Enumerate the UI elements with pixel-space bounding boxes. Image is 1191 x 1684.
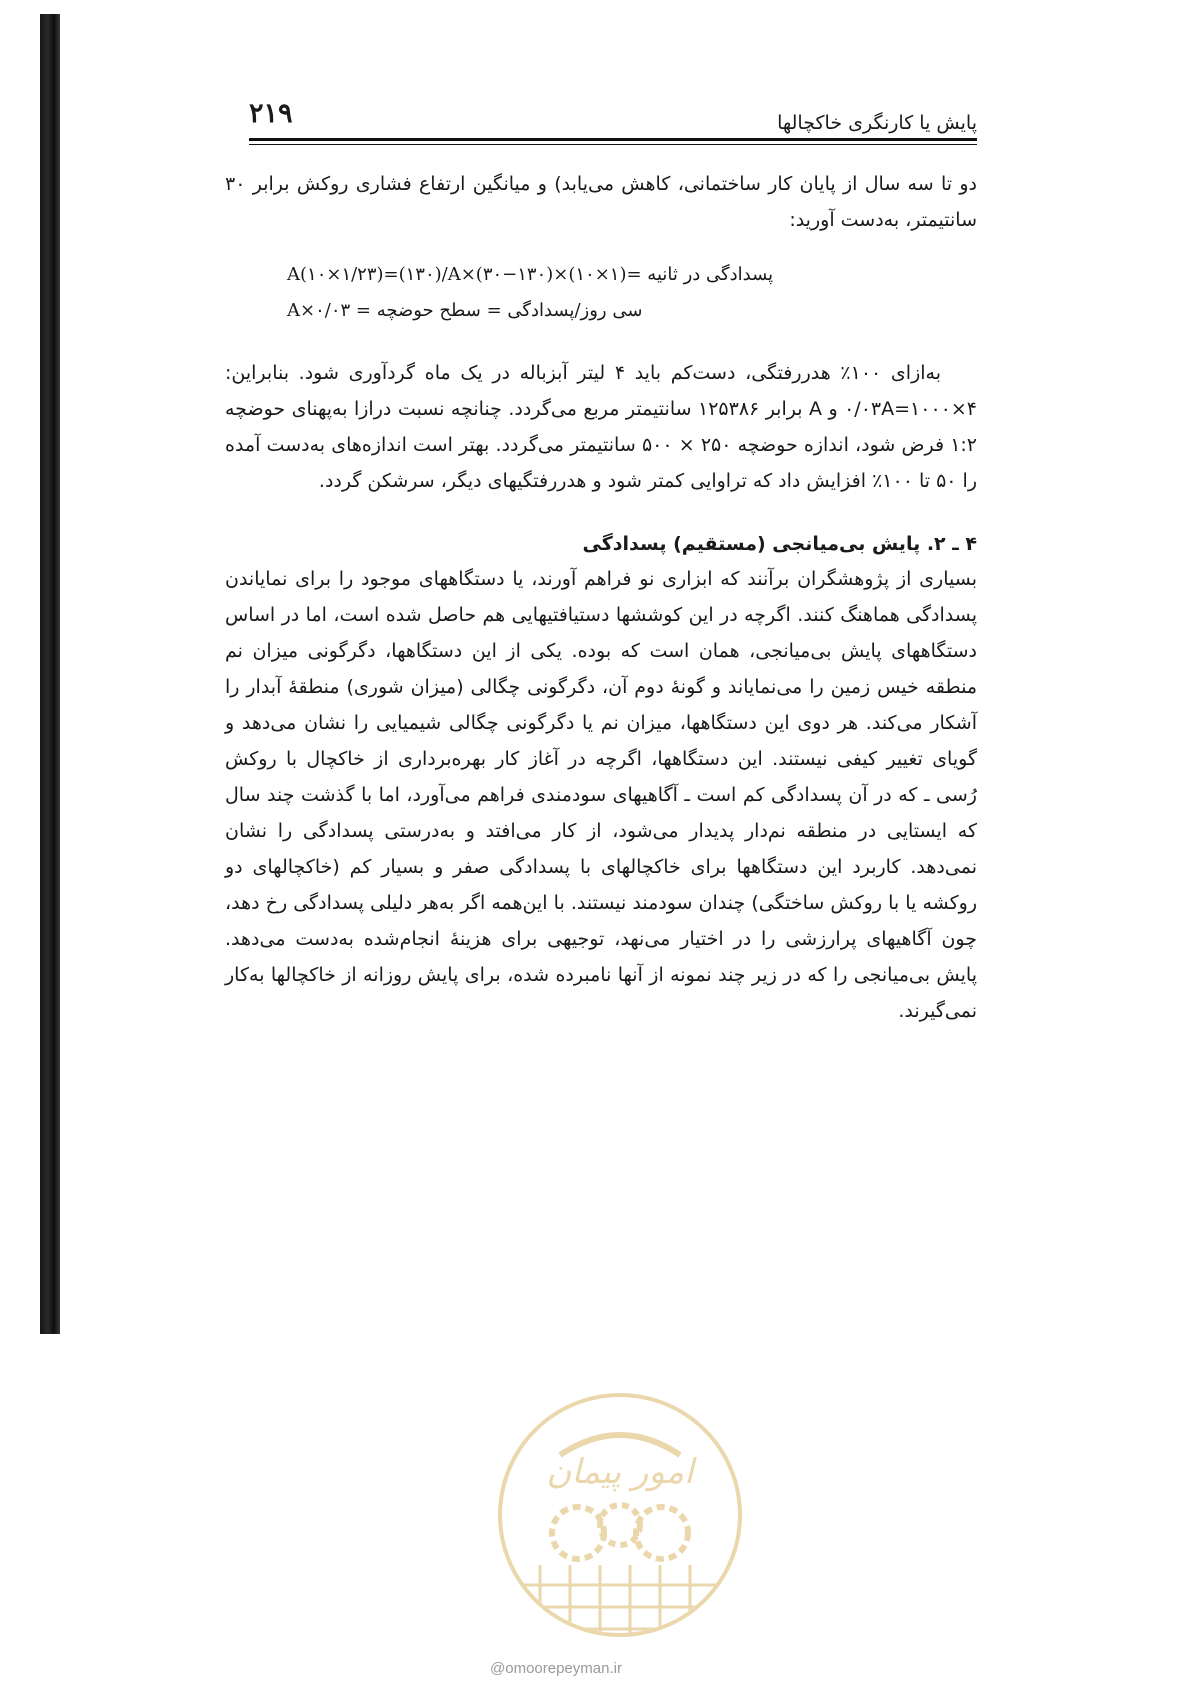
watermark-stamp: [490, 1385, 750, 1655]
header-rule-thin: [249, 144, 977, 145]
formula-block: [225, 257, 977, 329]
watermark-logo-text: امور پیمان: [546, 1452, 694, 1492]
watermark-url: @omoorepeyman.ir: [490, 1660, 622, 1677]
paragraph-intro: دو تا سه سال از پایان کار ساختمانی، کاهش می‌یابد) و میانگین ارتفاع فشاری روکش برابر ۳۰ سانتیمتر، به‌دست آورید:: [225, 173, 977, 231]
formula-line-2: A×۰/۰۳ = سی روز/پسدادگی = سطح حوضچه: [287, 300, 643, 321]
paragraph-calculation: به‌ازای ۱۰۰٪ هدررفتگی، دست‌کم باید ۴ لیتر آبزباله در یک ماه گردآوری شود. بنابراین: ۴×۱۰۰۰=۰/۰۳A و A برابر ۱۲۵۳۸۶ سانتیمتر مربع می‌گردد. چنانچه نسبت درازا به‌پهنای حوضچه ۱:۲ فرض شود، اندازه حوضچه ۲۵۰ × ۵۰۰ سانتیمتر می‌گردد. بهتر است اندازه‌های به‌دست آمده را ۵۰ تا ۱۰۰٪ افزایش داد که تراوایی کمتر شود و هدررفتگیهای دیگر، سرشکن گردد.: [225, 362, 978, 492]
formula-line-1: A(۱۰×۱/۲۳)=(۱۳۰)/A×(۳۰−۱۳۰)×(۱۰×۱)= پسدادگی در ثانیه: [287, 264, 774, 285]
paragraph-direct-monitoring: بسیاری از پژوهشگران برآنند که ابزاری نو فراهم آورند، یا دستگاههای موجود را برای نمایاندن پسدادگی هماهنگ کنند. اگرچه در این کوششها دستیافتیهایی هم حاصل شده است، اما در اساس دستگاههای پایش بی‌میانجی، همان است که بوده. یکی از این دستگاهها، دگرگونی میزان نم منطقه خیس زمین را می‌نمایاند و گونهٔ دوم آن، دگرگونی چگالی (میزان شوری) منطقهٔ آبدار را آشکار می‌کند. هر دوی این دستگاهها، میزان نم یا دگرگونی چگالی شیمیایی را نشان می‌دهد و گویای تغییر کیفی نیستند. این دستگاهها، اگرچه در آغاز کار بهره‌برداری از خاکچال با روکش رُسی ـ که در آن پسدادگی کم است ـ آگاهیهای سودمندی فراهم می‌آورد، اما با گذشت چند سال که ایستایی در منطقه نم‌دار پدیدار می‌شود، از کار می‌افتد و به‌درستی پسدادگی را نشان نمی‌دهد. کاربرد این دستگاهها برای خاکچالهای با پسدادگی صفر و بسیار کم (خاکچالهای دو روکشه یا با روکش ساختگی) چندان سودمند نیستند. با این‌همه اگر به‌هر دلیلی پسدادگی رخ دهد، چون آگاهیهای پرارزشی را در اختیار می‌نهد، توجیهی برای هزینهٔ انجام‌شده به‌دست می‌دهد. پایش بی‌میانجی را که در زیر چند نمونه از آنها نامبرده شده، برای پایش روزانه از خاکچالها به‌کار نمی‌گیرند.: [225, 568, 977, 1022]
page-number: ۲۱۹: [249, 98, 293, 129]
scan-binding-edge: [40, 14, 60, 1334]
page-header: [225, 80, 977, 142]
document-page: [225, 80, 977, 1048]
header-rule: [249, 138, 977, 141]
section-heading: ۴ ـ ۲. پایش بی‌میانجی (مستقیم) پسدادگی: [582, 533, 977, 555]
running-title: پایش یا کارنگری خاکچالها: [777, 112, 977, 134]
